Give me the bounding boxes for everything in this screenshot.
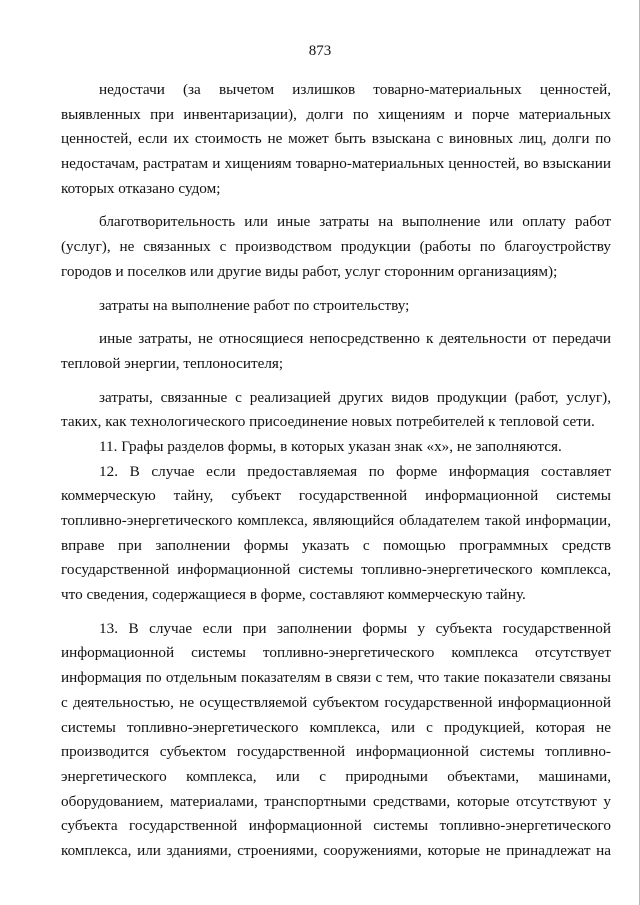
text-line: недостачи (за вычетом излишков товарно-материальных ценностей,	[99, 81, 611, 98]
text-line: таких, как технологического присоединение новых потребителей к тепловой сети.	[61, 413, 595, 431]
page-number: 873	[308, 43, 332, 59]
text-line: вправе при заполнении формы указать с помощью программных средств	[61, 536, 611, 554]
text-line: энергетического комплекса, или с природными объектами, машинами,	[61, 767, 611, 785]
text-line: информационной системы топливно-энергетического комплекса отсутствует	[61, 644, 611, 662]
text-line: коммерческую тайну, субъект государственной информационной системы	[61, 487, 611, 505]
text-line: производится субъектом государственной информационной системы топливно-	[61, 743, 611, 761]
text-line: оборудованием, материалами, транспортными средствами, которые отсутствуют у	[61, 792, 611, 810]
text-line: 13. В случае если при заполнении формы у субъекта государственной	[99, 619, 611, 637]
text-line: комплекса, или зданиями, строениями, сооружениями, которые не принадлежат на	[61, 841, 611, 859]
text-line: выявленных при инвентаризации), долги по хищениям и порче материальных	[61, 105, 611, 123]
text-line: благотворительность или иные затраты на выполнение или оплату работ	[99, 213, 611, 231]
text-line: городов и поселков или другие виды работ, услуг сторонним организациям);	[61, 262, 558, 280]
text-line: ценностей, если их стоимость не может быть взыскана с виновных лиц, долги по	[61, 130, 611, 148]
text-line: государственной информационной системы топливно-энергетического комплекса,	[61, 561, 611, 579]
text-line: информация по отдельным показателям в связи с тем, что такие показатели связаны	[61, 669, 611, 687]
text-line: что сведения, содержащиеся в форме, составляют коммерческую тайну.	[61, 586, 526, 604]
text-line: 11. Графы разделов формы, в которых указан знак «х», не заполняются.	[99, 437, 562, 455]
text-line: (услуг), не связанных с производством продукции (работы по благоустройству	[61, 238, 611, 256]
text-line: которых отказано судом;	[61, 179, 221, 197]
text-line: тепловой энергии, теплоносителя;	[61, 354, 284, 372]
text-line: с деятельностью, не осуществляемой субъектом государственной информационной	[61, 693, 611, 711]
text-line: затраты на выполнение работ по строительству;	[99, 296, 410, 314]
text-line: иные затраты, не относящиеся непосредственно к деятельности от передачи	[99, 330, 611, 348]
body-text	[61, 78, 611, 864]
text-line: 12. В случае если предоставляемая по форме информация составляет	[99, 462, 611, 480]
text-line: недостачам, растратам и хищениям товарно-материальных ценностей, во взыскании	[61, 155, 611, 173]
text-line: системы топливно-энергетического комплекса, или с продукцией, которая не	[61, 718, 611, 736]
text-line: субъекта государственной информационной системы топливно-энергетического	[61, 817, 611, 835]
text-line: топливно-энергетического комплекса, являющийся обладателем такой информации,	[61, 512, 611, 529]
text-line: затраты, связанные с реализацией других видов продукции (работ, услуг),	[99, 388, 611, 406]
